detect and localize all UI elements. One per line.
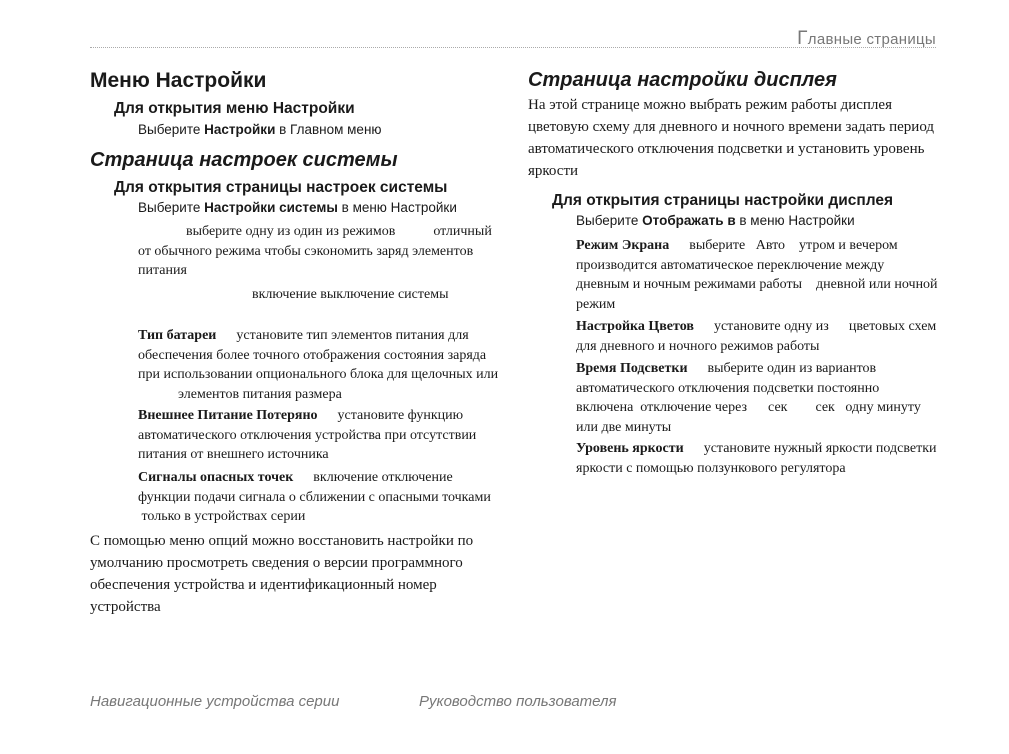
hazard-signals-item: Сигналы опасных точек включение отключение функции подачи сигнала о сближении с опасными точками только в устройствах серии <box>138 470 491 524</box>
display-intro: На этой странице можно выбрать режим работы дисплея цветовую схему для дневного и ночного времени задать период автоматического отключения подсветки и установить уровень яркости <box>528 97 935 179</box>
display-title: Страница настройки дисплея <box>528 69 837 91</box>
open-system-heading: Для открытия страницы настроек системы <box>114 179 448 196</box>
footer-user-manual: Руководство пользователя <box>419 693 617 710</box>
running-header: Главные страницы <box>797 28 936 49</box>
menu-title: Меню Настройки <box>90 69 267 92</box>
brightness-item: Уровень яркости установите нужный яркости подсветки яркости с помощью ползункового регулятора <box>576 441 937 476</box>
system-title: Страница настроек системы <box>90 149 398 171</box>
footer-device-series: Навигационные устройства серии <box>90 693 340 710</box>
power-description: включение выключение системы <box>252 287 449 302</box>
color-scheme-item: Настройка Цветов установите одну из цветовых схем для дневного и ночного режимов работы <box>576 319 937 354</box>
open-menu-step: Выберите Настройки в Главном меню <box>138 122 382 137</box>
open-display-step: Выберите Отображать в в меню Настройки <box>576 213 855 228</box>
options-paragraph: С помощью меню опций можно восстановить настройки по умолчанию просмотреть сведения о версии программного обеспечения устройства и идентификационный номер устройства <box>90 533 474 615</box>
open-menu-heading: Для открытия меню Настройки <box>114 100 355 117</box>
header-divider <box>90 47 936 48</box>
mode-description: выберите одну из один из режимов отличный от обычного режима чтобы сэкономить заряд элементов питания <box>138 224 492 278</box>
battery-item: Тип батареи установите тип элементов питания для обеспечения более точного отображения состояния заряда при использовании опционального блока для щелочных или элементов питания размера <box>138 328 499 402</box>
backlight-time-item: Время Подсветки выберите один из вариантов автоматического отключения подсветки постоянно включена отключение через сек сек одну минуту или две минуты <box>576 361 921 435</box>
screen-mode-item: Режим Экрана выберите Авто утром и вечером производится автоматическое переключение между дневным и ночным режимами работы дневной или ночной режим <box>576 238 938 312</box>
open-system-step: Выберите Настройки системы в меню Настройки <box>138 200 457 215</box>
external-power-item: Внешнее Питание Потеряно установите функцию автоматического отключения устройства при отсутствии питания от внешнего источника <box>138 408 477 462</box>
open-display-heading: Для открытия страницы настройки дисплея <box>552 192 894 209</box>
